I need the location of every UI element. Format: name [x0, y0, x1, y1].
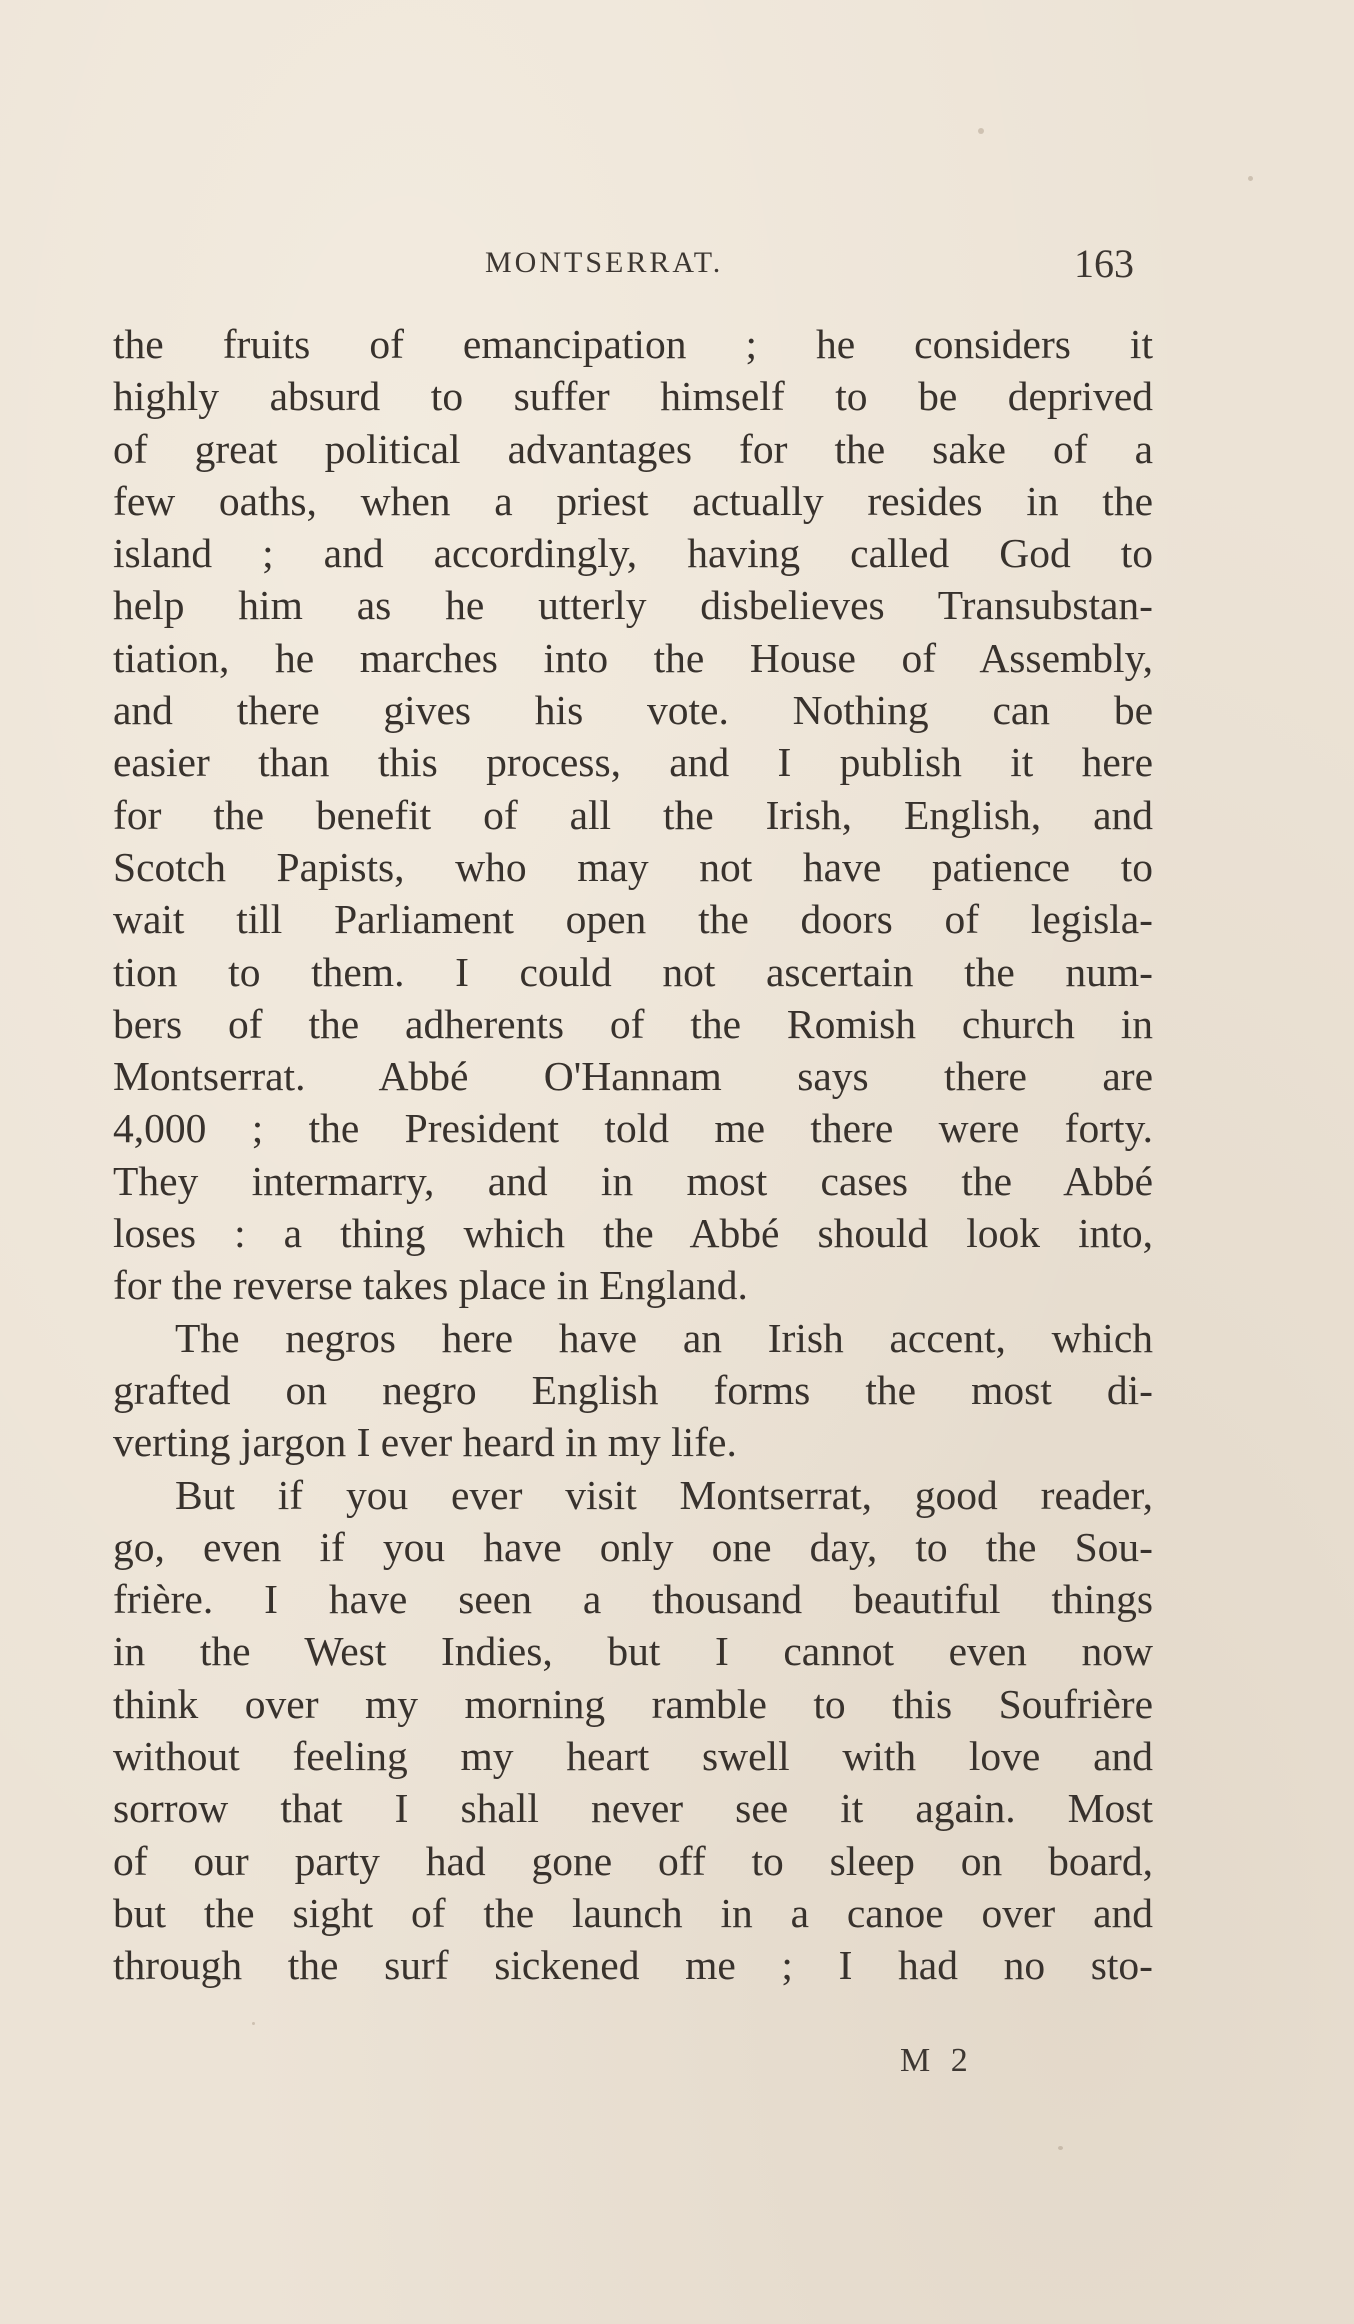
- signature-mark: M 2: [900, 2042, 974, 2079]
- body-text: [113, 318, 1153, 1992]
- text-line: few oaths, when a priest actually resides in the: [113, 477, 1153, 524]
- foxing-spot: [1248, 176, 1253, 181]
- text-line: through the surf sickened me ; I had no sto-: [113, 1942, 1153, 1989]
- foxing-spot: [1058, 2146, 1063, 2150]
- text-line: and there gives his vote. Nothing can be: [113, 687, 1153, 734]
- text-line: of great political advantages for the sake of a: [113, 425, 1153, 472]
- page-number: 163: [1074, 241, 1134, 286]
- text-line: But if you ever visit Montserrat, good reader,: [175, 1471, 1153, 1518]
- text-line: without feeling my heart swell with love and: [113, 1733, 1153, 1780]
- running-head: MONTSERRAT.: [485, 246, 724, 279]
- text-line: grafted on negro English forms the most di-: [113, 1366, 1153, 1413]
- text-line: The negros here have an Irish accent, which: [175, 1314, 1153, 1361]
- text-line: island ; and accordingly, having called God to: [113, 530, 1153, 577]
- text-line: go, even if you have only one day, to the Sou-: [113, 1523, 1153, 1570]
- text-line: the fruits of emancipation ; he considers it: [113, 321, 1153, 367]
- text-line: loses : a thing which the Abbé should look into,: [113, 1210, 1153, 1257]
- text-line: highly absurd to suffer himself to be deprived: [113, 373, 1153, 420]
- text-line: Scotch Papists, who may not have patience to: [113, 843, 1153, 890]
- text-line: sorrow that I shall never see it again. Most: [113, 1785, 1153, 1832]
- text-line: for the reverse takes place in England.: [113, 1262, 748, 1309]
- text-line: Montserrat. Abbé O'Hannam says there are: [113, 1053, 1153, 1100]
- text-line: easier than this process, and I publish it here: [113, 739, 1153, 786]
- text-line: verting jargon I ever heard in my life.: [113, 1419, 737, 1466]
- text-line: wait till Parliament open the doors of legisla-: [113, 896, 1153, 943]
- text-line: for the benefit of all the Irish, English, and: [113, 791, 1153, 838]
- text-line: frière. I have seen a thousand beautiful things: [113, 1576, 1153, 1623]
- foxing-spot: [978, 128, 984, 134]
- text-line: They intermarry, and in most cases the Abbé: [113, 1157, 1153, 1204]
- text-line: think over my morning ramble to this Soufrière: [113, 1680, 1153, 1727]
- text-line: in the West Indies, but I cannot even now: [113, 1628, 1153, 1675]
- foxing-spot: [252, 2022, 255, 2025]
- text-line: tiation, he marches into the House of Assembly,: [113, 634, 1153, 681]
- text-line: of our party had gone off to sleep on board,: [113, 1837, 1153, 1884]
- text-line: but the sight of the launch in a canoe over and: [113, 1889, 1153, 1936]
- text-line: tion to them. I could not ascertain the num-: [113, 948, 1153, 995]
- text-line: help him as he utterly disbelieves Transubstan-: [113, 582, 1153, 629]
- text-line: bers of the adherents of the Romish church in: [113, 1000, 1153, 1047]
- text-line: 4,000 ; the President told me there were forty.: [113, 1105, 1153, 1152]
